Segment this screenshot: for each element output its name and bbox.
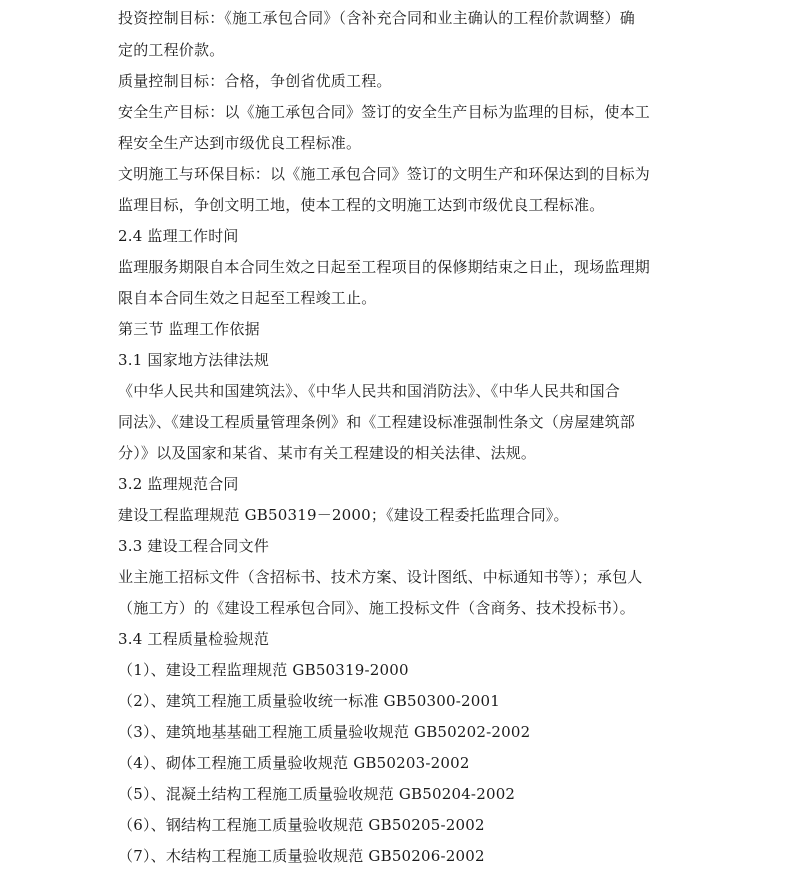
chapter-heading-3: 第三节 监理工作依据 [118,320,260,338]
section-heading-3-1: 3.1 国家地方法律法规 [118,351,270,369]
list-item-4: （4）、砌体工程施工质量验收规范 GB50203-2002 [118,754,470,772]
text-line-1: 投资控制目标：《施工承包合同》（含补充合同和业主确认的工程价款调整）确 [118,9,636,27]
text-line-9: 监理服务期限自本合同生效之日起至工程项目的保修期结束之日止，现场监理期 [118,258,651,276]
list-item-1: （1）、建设工程监理规范 GB50319-2000 [118,661,409,679]
text-line-5: 程安全生产达到市级优良工程标准。 [118,134,362,152]
text-line-19: 业主施工招标文件（含招标书、技术方案、设计图纸、中标通知书等）；承包人 [118,568,643,586]
list-item-3: （3）、建筑地基基础工程施工质量验收规范 GB50202-2002 [118,723,531,741]
text-line-17: 建设工程监理规范 GB50319－2000；《建设工程委托监理合同》。 [118,506,569,524]
text-line-6: 文明施工与环保目标：以《施工承包合同》签订的文明生产和环保达到的目标为 [118,165,651,183]
text-line-2: 定的工程价款。 [118,41,225,59]
text-line-20: （施工方）的《建设工程承包合同》、施工投标文件（含商务、技术投标书）。 [118,599,636,617]
text-line-3: 质量控制目标：合格，争创省优质工程。 [118,72,392,90]
section-heading-3-2: 3.2 监理规范合同 [118,475,239,493]
list-item-7: （7）、木结构工程施工质量验收规范 GB50206-2002 [118,847,485,865]
text-line-7: 监理目标，争创文明工地，使本工程的文明施工达到市级优良工程标准。 [118,196,605,214]
list-item-5: （5）、混凝土结构工程施工质量验收规范 GB50204-2002 [118,785,516,803]
text-line-13: 《中华人民共和国建筑法》、《中华人民共和国消防法》、《中华人民共和国合 [118,382,621,400]
section-heading-3-4: 3.4 工程质量检验规范 [118,630,270,648]
text-line-4: 安全生产目标：以《施工承包合同》签订的安全生产目标为监理的目标，使本工 [118,103,651,121]
text-line-15: 分）》以及国家和某省、某市有关工程建设的相关法律、法规。 [118,444,537,462]
section-heading-2-4: 2.4 监理工作时间 [118,227,239,245]
text-line-14: 同法》、《建设工程质量管理条例》和《工程建设标准强制性条文（房屋建筑部 [118,413,636,431]
list-item-2: （2）、建筑工程施工质量验收统一标准 GB50300-2001 [118,692,500,710]
section-heading-3-3: 3.3 建设工程合同文件 [118,537,270,555]
list-item-6: （6）、钢结构工程施工质量验收规范 GB50205-2002 [118,816,485,834]
text-line-10: 限自本合同生效之日起至工程竣工止。 [118,289,377,307]
